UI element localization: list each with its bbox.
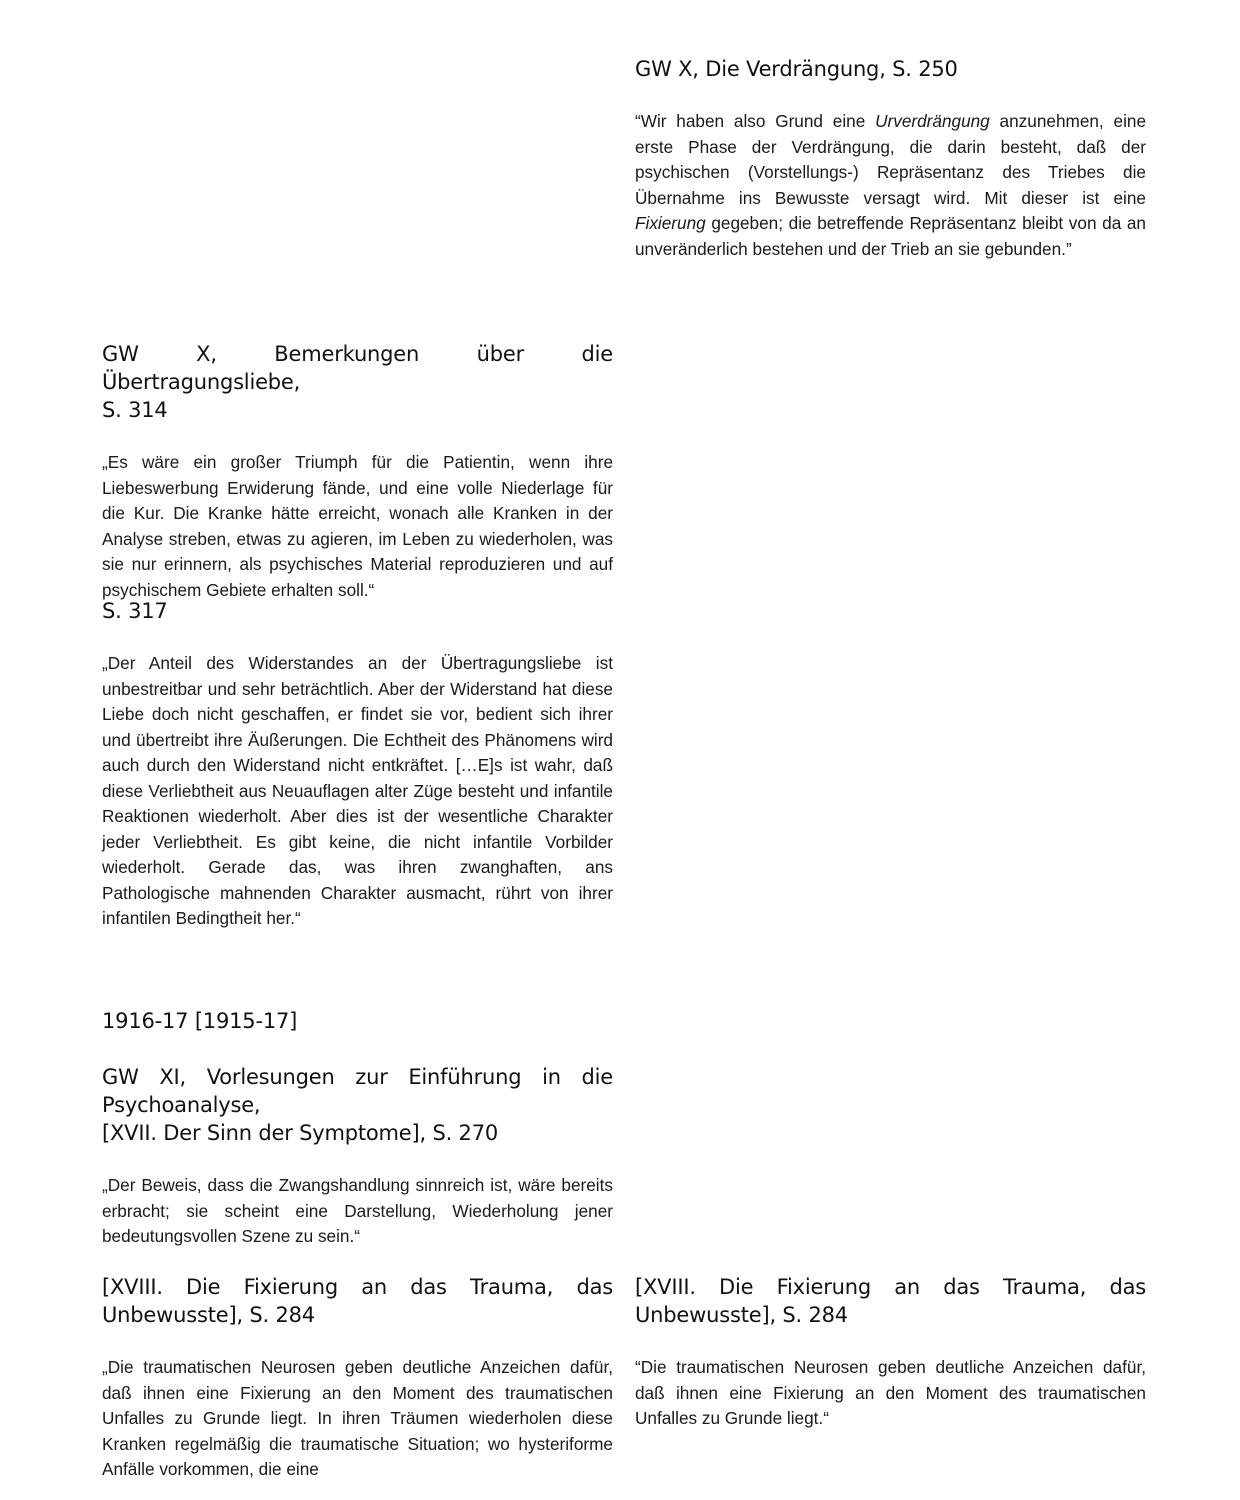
- quote-paragraph: “Die traumatischen Neurosen geben deutliche Anzeichen dafür, daß ihnen eine Fixierung an den Moment des traumatischen Unfalles zu Grunde liegt.“: [635, 1357, 1146, 1428]
- heading-line: GW XI, Vorlesungen zur Einführung in die Psychoanalyse,: [102, 1065, 613, 1117]
- quote-text: anzunehmen, eine erste Phase der Verdrängung, die darin besteht, daß der psychischen (Vorstellungs-) Repräsentanz des Triebes die Übernahme ins Bewusste versagt wird. Mit dieser ist eine: [635, 111, 1147, 208]
- left-section-3: [102, 1063, 613, 1250]
- right-bottom-section: [635, 1273, 1146, 1432]
- right-top-section: [635, 55, 1146, 262]
- section-heading: GW X, Die Verdrängung, S. 250: [635, 57, 958, 81]
- section-heading: [102, 340, 613, 424]
- year-heading-block: [102, 1007, 613, 1035]
- heading-line: S. 314: [102, 398, 168, 422]
- emphasis-term: Fixierung: [635, 213, 706, 233]
- left-section-1: [102, 340, 613, 603]
- left-section-4: [102, 1273, 613, 1483]
- quote-paragraph: „Es wäre ein großer Triumph für die Patientin, wenn ihre Liebeswerbung Erwiderung fände, und eine volle Niederlage für die Kur. Die Kranke hätte erreicht, wonach alle Kranken in der Analyse streben, etwas zu agieren, im Leben zu wiederholen, was sie nur erinnern, als psychisches Material reproduzieren und auf psychischem Gebiete erhalten soll.“: [102, 452, 613, 600]
- section-heading: S. 317: [102, 599, 168, 623]
- quote-text: “Wir haben also Grund eine: [635, 111, 876, 131]
- section-heading: [XVIII. Die Fixierung an das Trauma, das Unbewusste], S. 284: [635, 1275, 1146, 1327]
- quote-text: gegeben; die betreffende Repräsentanz bleibt von da an unveränderlich bestehen und der Trieb an sie gebunden.”: [635, 213, 1146, 259]
- quote-paragraph: „Der Beweis, dass die Zwangshandlung sinnreich ist, wäre bereits erbracht; sie scheint eine Darstellung, Wiederholung jener bedeutungsvollen Szene zu sein.“: [102, 1175, 613, 1246]
- emphasis-term: Urverdrängung: [875, 111, 990, 131]
- quote-paragraph: [635, 109, 1146, 262]
- section-heading: [102, 1063, 613, 1147]
- quote-paragraph: „Der Anteil des Widerstandes an der Übertragungsliebe ist unbestreitbar und sehr beträchtlich. Aber der Widerstand hat diese Liebe doch nicht geschaffen, er findet sie vor, bedient sich ihrer und übertreibt ihre Äußerungen. Die Echtheit des Phänomens wird auch durch den Widerstand nicht entkräftet. […E]s ist wahr, daß diese Verliebtheit aus Neuauflagen alter Züge besteht und infantile Reaktionen wiederholt. Aber dies ist der wesentliche Charakter jeder Verliebtheit. Es gibt keine, die nicht infantile Vorbilder wiederholt. Gerade das, was ihren zwanghaften, ans Pathologische mahnenden Charakter ausmacht, rührt von ihrer infantilen Bedingtheit her.“: [102, 653, 613, 928]
- heading-line: [XVII. Der Sinn der Symptome], S. 270: [102, 1121, 499, 1145]
- quote-paragraph: „Die traumatischen Neurosen geben deutliche Anzeichen dafür, daß ihnen eine Fixierung an den Moment des traumatischen Unfalles zu Grunde liegt. In ihren Träumen wiederholen diese Kranken regelmäßig die traumatische Situation; wo hysteriforme Anfälle vorkommen, die eine: [102, 1357, 613, 1479]
- year-heading: 1916-17 [1915-17]: [102, 1009, 298, 1033]
- section-heading: [XVIII. Die Fixierung an das Trauma, das Unbewusste], S. 284: [102, 1275, 613, 1327]
- left-section-2: [102, 597, 613, 932]
- heading-line: GW X, Bemerkungen über die Übertragungsliebe,: [102, 342, 613, 394]
